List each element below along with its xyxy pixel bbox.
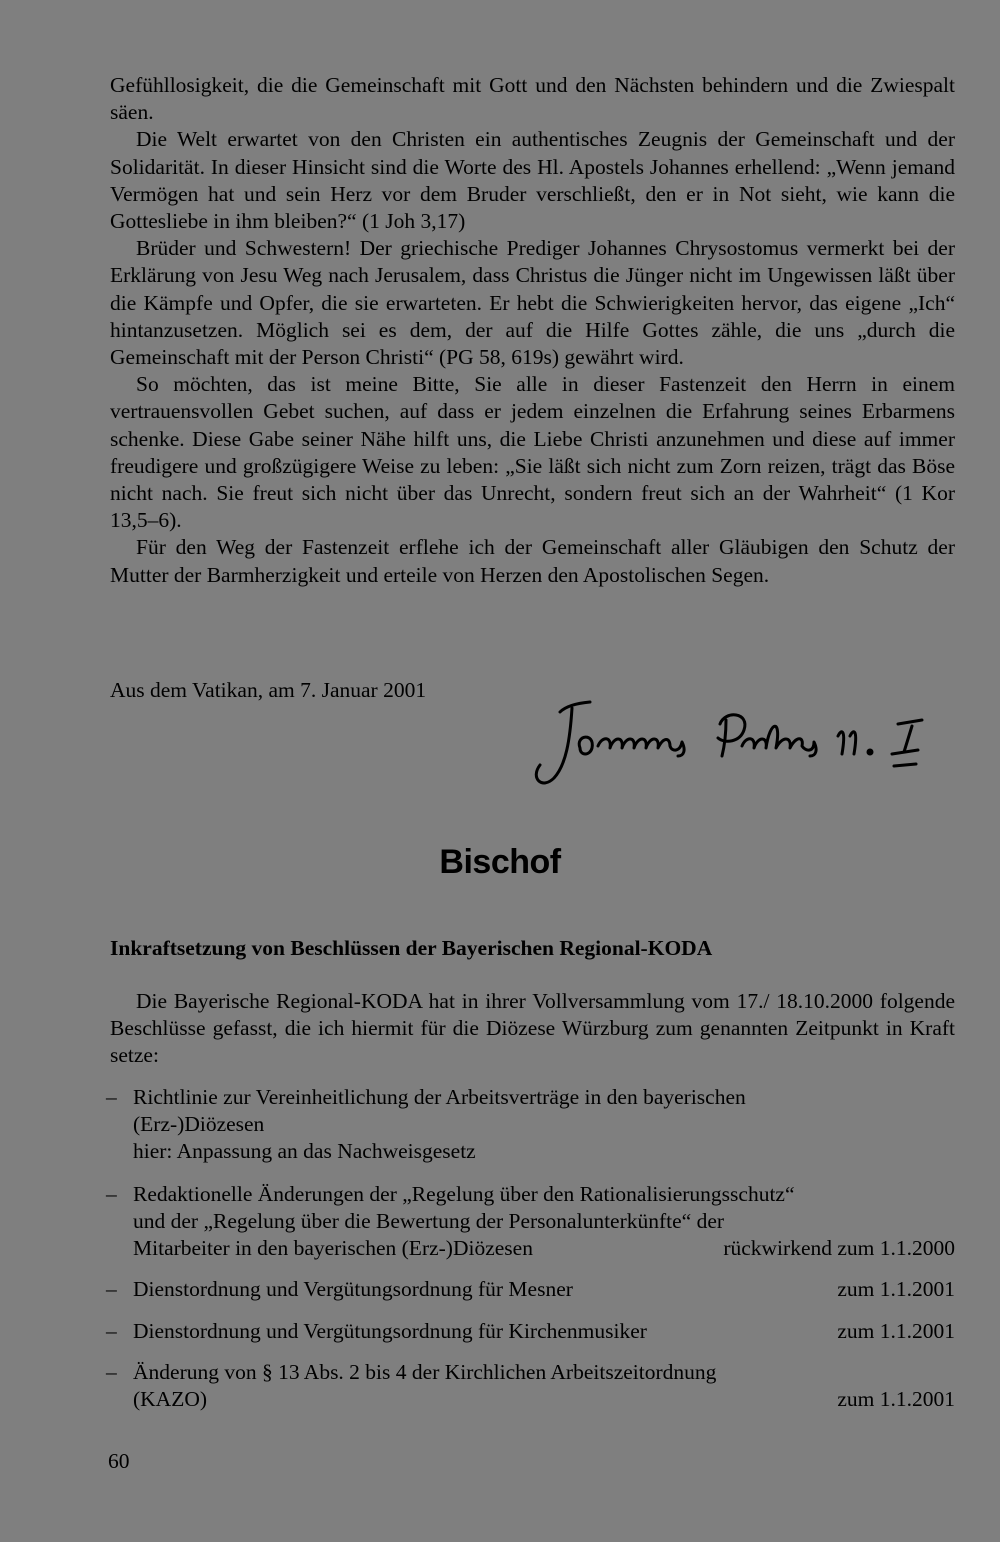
item-line: Redaktionelle Änderungen der „Regelung über den Rationalisierungsschutz“ xyxy=(133,1182,795,1206)
item-line: Dienstordnung und Vergütungsordnung für Kirchenmusiker xyxy=(133,1319,647,1343)
effective-date: rückwirkend zum 1.1.2000 xyxy=(723,1236,955,1261)
handwritten-signature xyxy=(520,690,970,800)
intro-paragraph-block xyxy=(110,988,955,1070)
item-line: Mitarbeiter in den bayerischen (Erz-)Diözesen xyxy=(133,1236,533,1261)
item-line: Dienstordnung und Vergütungsordnung für Mesner xyxy=(133,1277,573,1301)
letter-body xyxy=(110,72,955,589)
item-line: Richtlinie zur Vereinheitlichung der Arbeitsverträge in den bayerischen xyxy=(133,1085,746,1109)
effective-date: zum 1.1.2001 xyxy=(837,1387,955,1412)
paragraph: Die Welt erwartet von den Christen ein authentisches Zeugnis der Gemeinschaft und der Solidarität. In dieser Hinsicht sind die Worte des Hl. Apostels Johannes erhellend: „Wenn jemand Vermögen hat und sein Herz vor dem Bruder verschließt, den er in Not sieht, wie kann die Gottesliebe in ihm bleiben?“ (1 Joh 3,17) xyxy=(110,127,955,234)
paragraph: Für den Weg der Fastenzeit erflehe ich der Gemeinschaft aller Gläubigen den Schutz der Mutter der Barmherzigkeit und erteile von Herzen den Apostolischen Segen. xyxy=(110,535,955,587)
list-item xyxy=(106,1084,955,1166)
item-line: Änderung von § 13 Abs. 2 bis 4 der Kirchlichen Arbeitszeitordnung xyxy=(133,1360,717,1384)
paragraph: Brüder und Schwestern! Der griechische Prediger Johannes Chrysostomus vermerkt bei der Erklärung von Jesu Weg nach Jerusalem, dass Christus die Jünger nicht im Ungewissen läßt über die Kämpfe und Opfer, die sie erwarteten. Er hebt die Schwierigkeiten hervor, das eigene „Ich“ hintanzusetzen. Möglich sei es dem, der auf die Hilfe Gottes zähle, die uns „durch die Gemeinschaft mit der Person Christi“ (PG 58, 619s) gewährt wird. xyxy=(110,236,955,370)
list-dash: – xyxy=(106,1182,117,1206)
paragraph: Die Bayerische Regional-KODA hat in ihrer Vollversammlung vom 17./ 18.10.2000 folgende Beschlüsse gefasst, die ich hiermit für die Diözese Würzburg zum genannten Zeitpunkt in Kraft setze: xyxy=(110,989,955,1068)
article-title: Inkraftsetzung von Beschlüssen der Bayerischen Regional-KODA xyxy=(110,936,713,960)
list-item xyxy=(106,1318,955,1345)
effective-date: zum 1.1.2001 xyxy=(837,1319,955,1343)
list-dash: – xyxy=(106,1277,117,1301)
list-dash: – xyxy=(106,1319,117,1343)
paragraph: So möchten, das ist meine Bitte, Sie alle in dieser Fastenzeit den Herrn in einem vertrauensvollen Gebet suchen, auf dass er jedem einzelnen die Erfahrung seines Erbarmens schenke. Diese Gabe seiner Nähe hilft uns, die Liebe Christi anzunehmen und diese auf immer freudigere und großzügigere Weise zu leben: „Sie läßt sich nicht zum Zorn reizen, trägt das Böse nicht nach. Sie freut sich nicht über das Unrecht, sondern freut sich an der Wahrheit“ (1 Kor 13,5–6). xyxy=(110,372,955,533)
list-item xyxy=(106,1276,955,1303)
item-line: und der „Regelung über die Bewertung der Personalunterkünfte“ der xyxy=(133,1209,725,1234)
list-item xyxy=(106,1181,955,1263)
item-line: (Erz-)Diözesen xyxy=(133,1112,265,1137)
list-dash: – xyxy=(106,1085,117,1109)
item-line: (KAZO) xyxy=(133,1387,208,1412)
paragraph: Gefühllosigkeit, die die Gemeinschaft mit Gott und den Nächsten behindern und die Zwiespalt säen. xyxy=(110,73,955,125)
place-and-date: Aus dem Vatikan, am 7. Januar 2001 xyxy=(110,678,427,702)
list-dash: – xyxy=(106,1360,117,1384)
item-line: hier: Anpassung an das Nachweisgesetz xyxy=(133,1139,476,1164)
section-heading: Bischof xyxy=(439,843,561,881)
list-item xyxy=(106,1359,955,1413)
effective-date: zum 1.1.2001 xyxy=(837,1277,955,1301)
page-number: 60 xyxy=(108,1449,130,1473)
